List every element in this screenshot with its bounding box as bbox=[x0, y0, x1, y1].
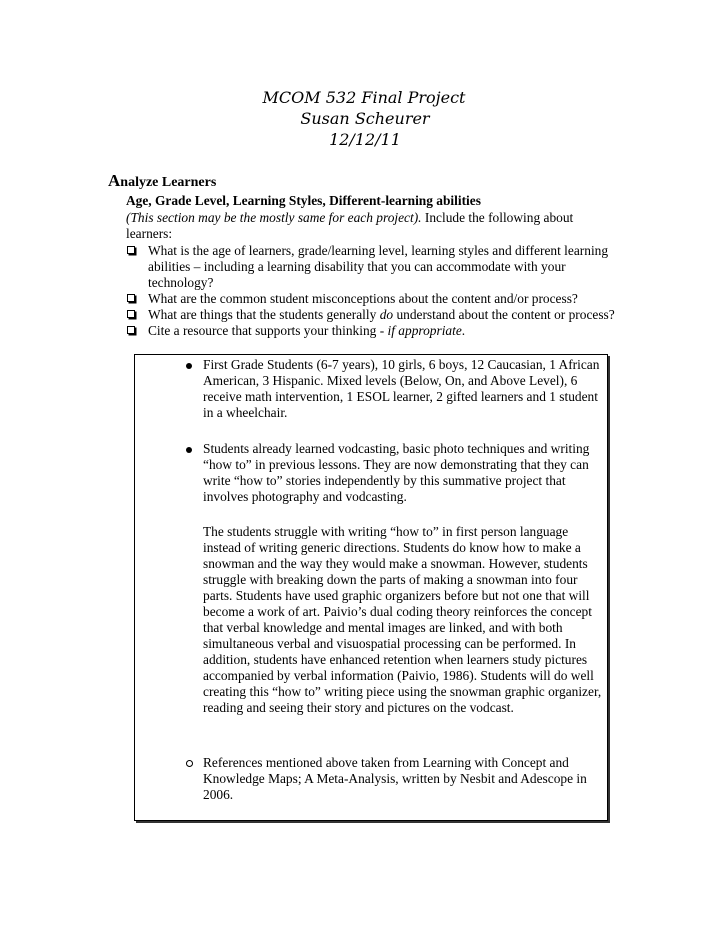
answer-learners: First Grade Students (6-7 years), 10 girls, 6 boys, 12 Caucasian, 1 African American, 3 Hispanic. Mixed levels (Below, On, and Above Level), 6 receive math intervention, 1 ESOL learner, 2 gifted learners and 1 student in a wheelchair. bbox=[203, 357, 600, 420]
question-item bbox=[126, 323, 626, 339]
question-emphasis: if appropriate bbox=[387, 323, 462, 338]
question-list bbox=[126, 243, 626, 339]
section-intro bbox=[126, 210, 626, 242]
question-emphasis: do bbox=[379, 307, 394, 322]
question-item bbox=[126, 307, 626, 323]
checkbox-bullet-icon bbox=[127, 294, 135, 302]
answer-misconceptions: The students struggle with writing “how to” in first person language instead of writing generic directions. Students do know how to make a snowman and the way they would make a snowman. However, students struggle with breaking down the parts of making a snowman into four parts. Students have used graphic organizers before but not one that will become a work of art. Paivio’s dual coding theory reinforces the concept that verbal knowledge and mental images are linked, and with both simultaneous verbal and visuospatial processing can be performed. In addition, students have enhanced retention when learners study pictures accompanied by verbal information (Paivio, 1986). Students will do well creating this “how to” writing piece using the snowman graphic organizer, reading and seeing their story and pictures on the vodcast. bbox=[203, 524, 602, 715]
intro-text-1: Include the following about bbox=[421, 210, 574, 225]
checkbox-bullet-icon bbox=[127, 246, 135, 254]
checkbox-bullet-icon bbox=[127, 326, 135, 334]
question-text: What are the common student misconceptions about the content and/or process? bbox=[148, 291, 578, 306]
section-heading-initial: A bbox=[108, 171, 121, 190]
section-heading-text: nalyze Learners bbox=[120, 175, 217, 190]
question-text-rest: understand about the content or process? bbox=[396, 307, 615, 322]
question-text: What are things that the students generally bbox=[148, 307, 377, 322]
question-text: What is the age of learners, grade/learning level, learning styles and different learning abilities – including a learning disability that you can accommodate with your technology? bbox=[148, 243, 609, 290]
hollow-bullet-icon bbox=[184, 755, 194, 771]
course-title: MCOM 532 Final Project bbox=[262, 88, 466, 107]
document-date: 12/12/11 bbox=[329, 130, 401, 149]
question-item bbox=[126, 291, 626, 307]
section-subheading: Age, Grade Level, Learning Styles, Different-learning abilities bbox=[126, 193, 481, 208]
question-text-end: . bbox=[461, 323, 466, 338]
answer-references: References mentioned above taken from Learning with Concept and Knowledge Maps; A Meta-Analysis, written by Nesbit and Adescope in 2006. bbox=[203, 755, 587, 802]
question-item bbox=[126, 243, 626, 291]
intro-text-2: learners: bbox=[126, 226, 173, 241]
filled-bullet-icon bbox=[184, 357, 194, 373]
filled-bullet-icon bbox=[184, 441, 194, 457]
section-heading bbox=[108, 172, 216, 192]
document-title-block bbox=[0, 87, 728, 150]
intro-note: (This section may be the mostly same for each project). bbox=[126, 210, 422, 225]
checkbox-bullet-icon bbox=[127, 310, 135, 318]
answer-prior-knowledge: Students already learned vodcasting, basic photo techniques and writing “how to” in previous lessons. They are now demonstrating that they can write “how to” stories independently by this summative project that involves photography and vodcasting. bbox=[203, 441, 590, 504]
author-name: Susan Scheurer bbox=[300, 109, 430, 128]
question-text: Cite a resource that supports your thinking - bbox=[148, 323, 385, 338]
